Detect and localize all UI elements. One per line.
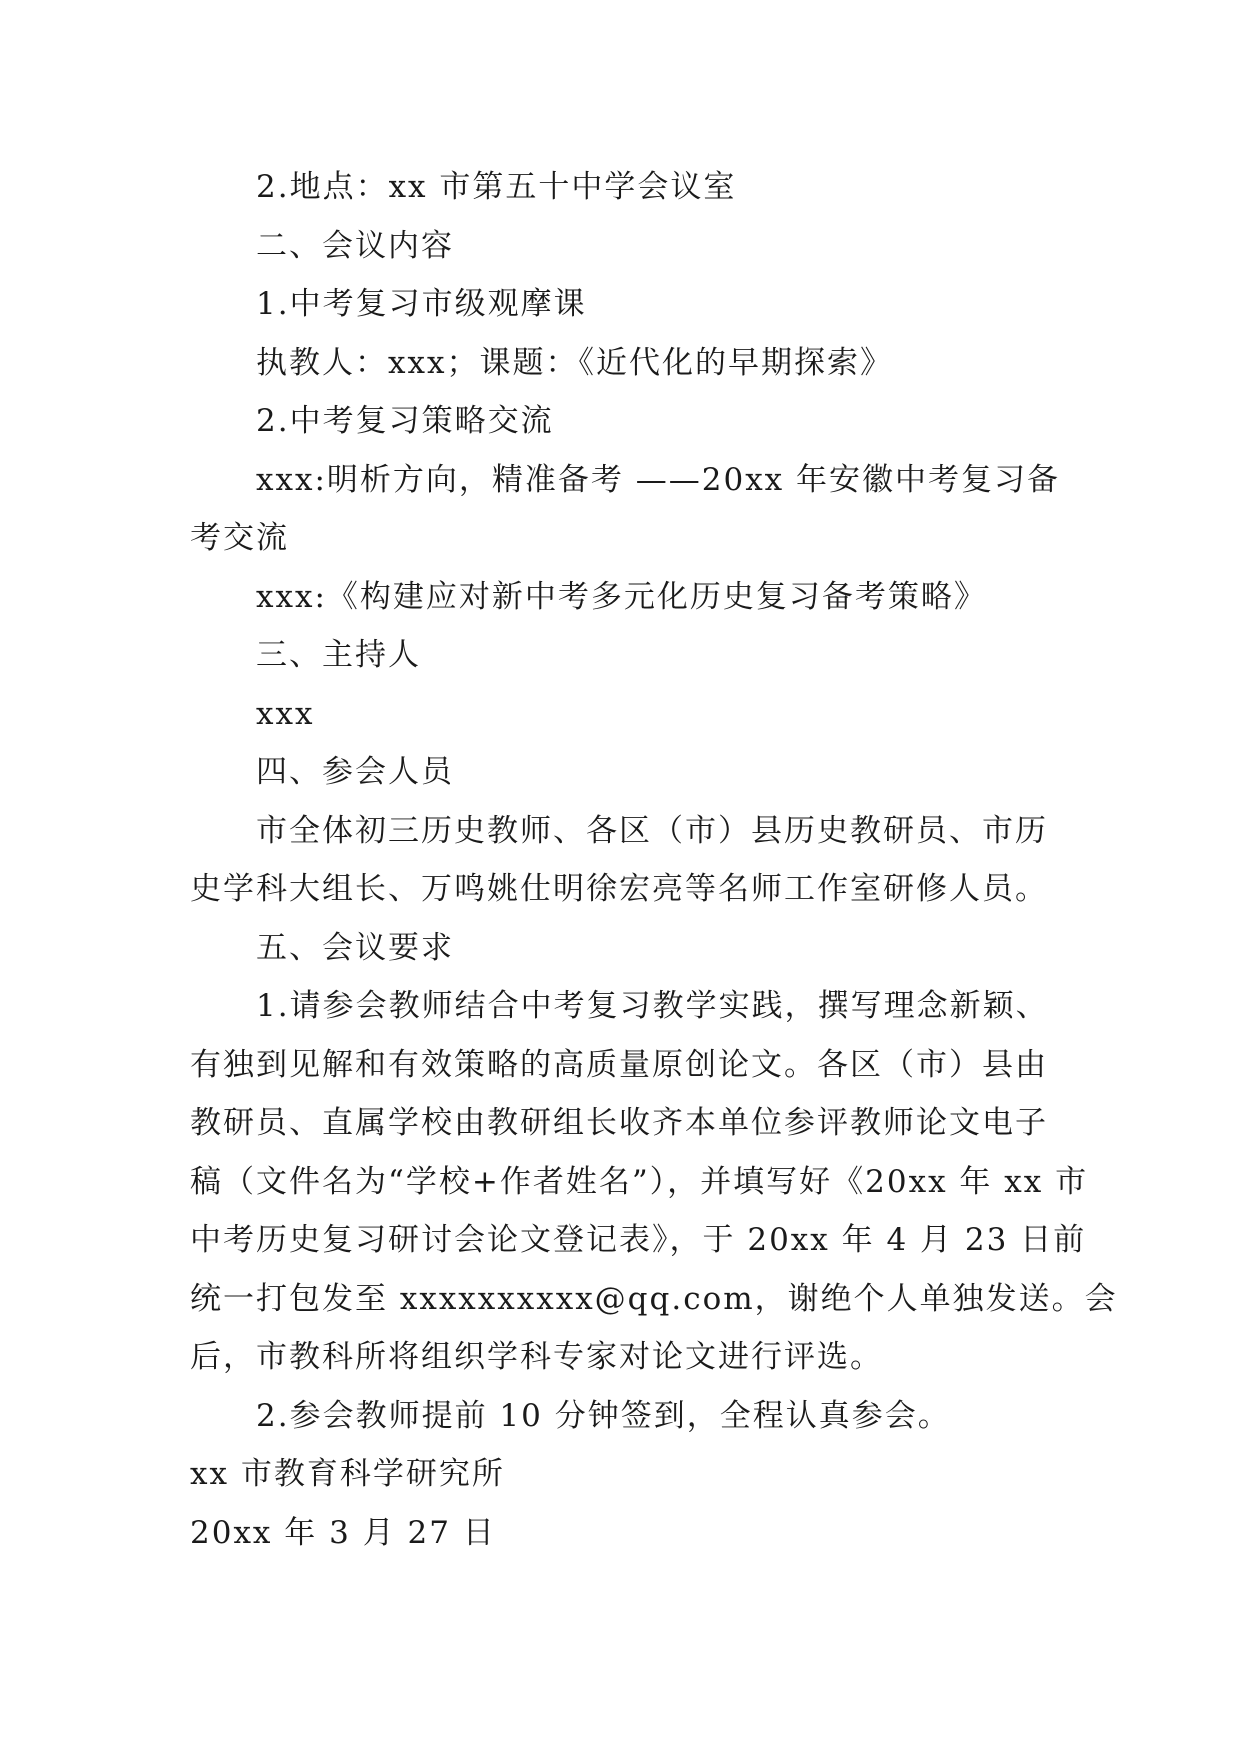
- requirement-1-line: 教研员、直属学校由教研组长收齐本单位参评教师论文电子: [190, 1105, 1048, 1141]
- strategy-talk-paragraph: [190, 451, 1070, 568]
- requirement-1-paragraph: [190, 977, 1118, 1387]
- attendees-line: 市全体初三历史教师、各区（市）县历史教研员、市历: [256, 812, 1048, 849]
- strategy-talk-line: 考交流: [190, 520, 289, 556]
- section-heading-attendees: 四、参会人员: [256, 754, 454, 790]
- signature-organization: xx 市教育科学研究所: [190, 1456, 505, 1492]
- attendees-paragraph: [190, 802, 1070, 919]
- requirement-1-line: 统一打包发至 xxxxxxxxxx@qq.com，谢绝个人单独发送。会: [190, 1280, 1118, 1317]
- signature-date: 20xx 年 3 月 27 日: [190, 1514, 496, 1551]
- requirement-1-line: 后，市教科所将组织学科专家对论文进行评选。: [190, 1339, 883, 1375]
- item-observation-lesson: 1.中考复习市级观摩课: [256, 286, 587, 322]
- host-name: xxx: [256, 695, 315, 732]
- attendees-line: 史学科大组长、万鸣姚仕明徐宏亮等名师工作室研修人员。: [190, 871, 1048, 907]
- requirement-1-line: 中考历史复习研讨会论文登记表》，于 20xx 年 4 月 23 日前: [190, 1222, 1087, 1258]
- requirement-1-line: 有独到见解和有效策略的高质量原创论文。各区（市）县由: [190, 1046, 1048, 1083]
- strategy-talk-line: xxx:明析方向，精准备考 ——20xx 年安徽中考复习备: [256, 461, 1061, 498]
- strategy-talk-2: xxx:《构建应对新中考多元化历史复习备考策略》: [256, 578, 987, 615]
- requirement-1-line: 1.请参会教师结合中考复习教学实践，撰写理念新颖、: [256, 988, 1049, 1024]
- document-body: [190, 158, 1118, 1562]
- section-heading-host: 三、主持人: [256, 637, 421, 673]
- requirement-1-line: 稿（文件名为“学校+作者姓名”），并填写好《20xx 年 xx 市: [190, 1163, 1089, 1200]
- requirement-2: 2.参会教师提前 10 分钟签到，全程认真参会。: [256, 1397, 951, 1434]
- section-heading-content: 二、会议内容: [256, 227, 454, 264]
- lesson-teacher-topic: 执教人：xxx；课题：《近代化的早期探索》: [256, 344, 893, 381]
- item-strategy-exchange: 2.中考复习策略交流: [256, 403, 554, 439]
- section-heading-requirements: 五、会议要求: [256, 929, 454, 966]
- meeting-location: 2.地点：xx 市第五十中学会议室: [256, 169, 737, 205]
